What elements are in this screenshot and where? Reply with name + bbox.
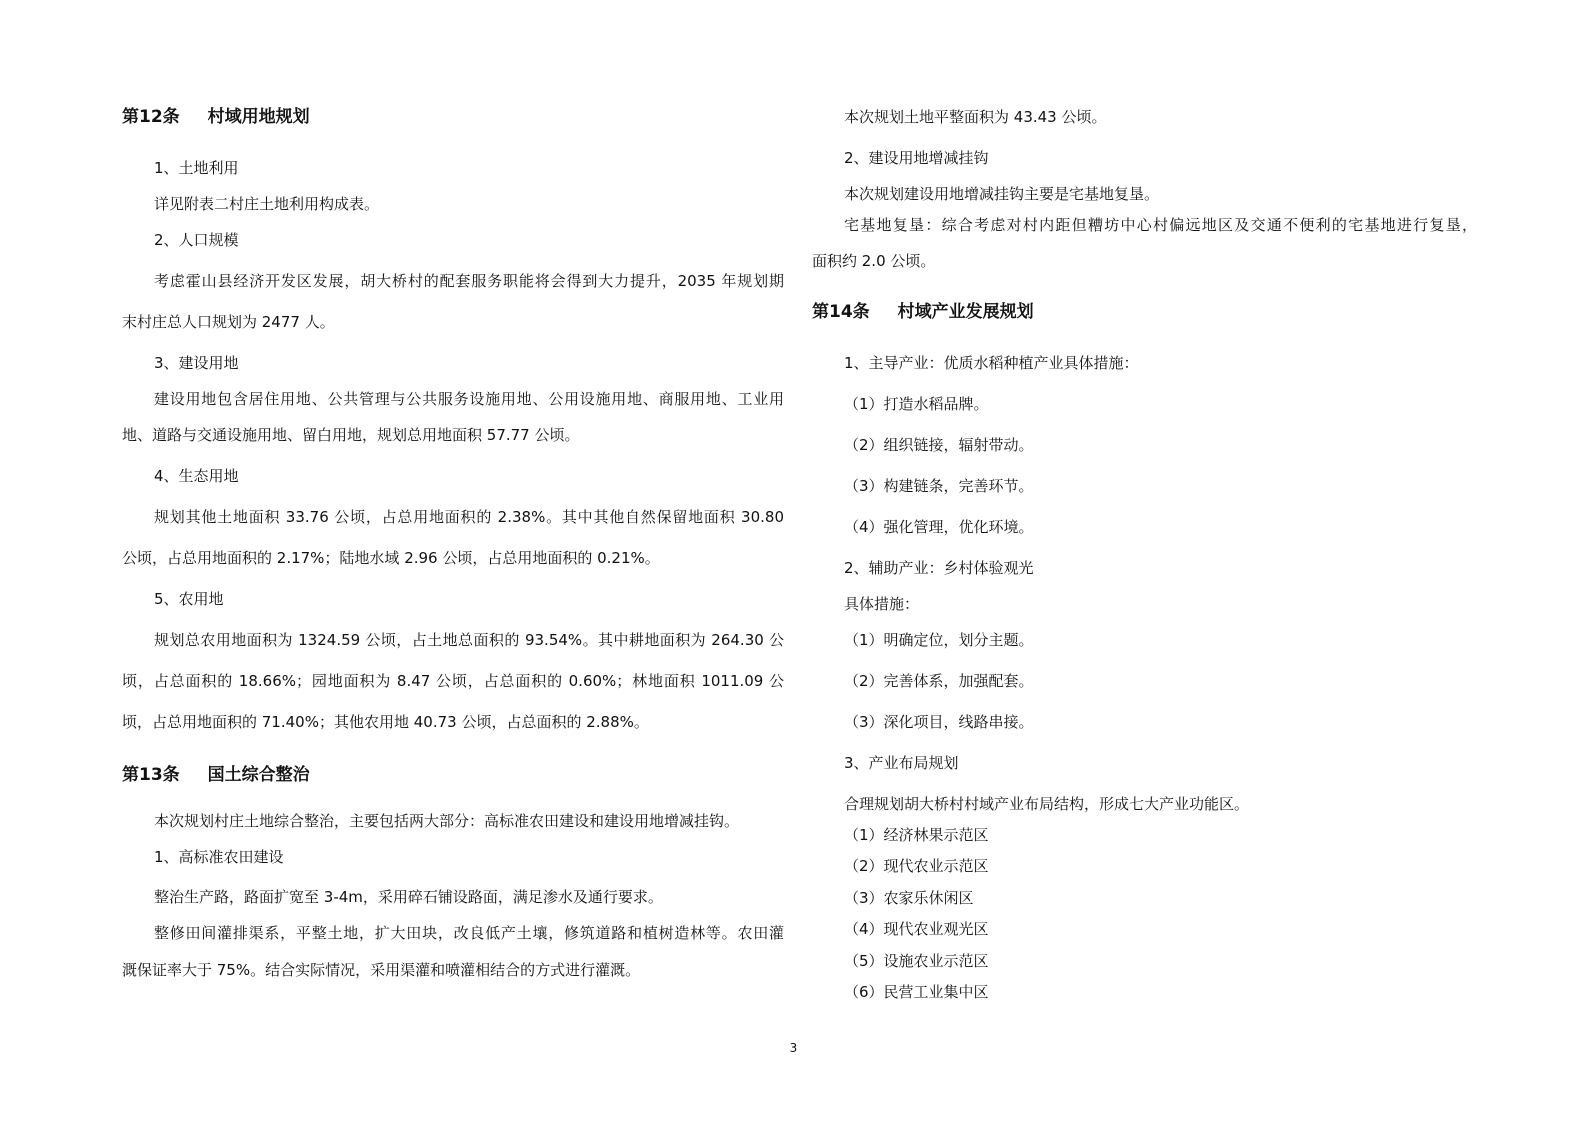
article-title: 村域产业发展规划 bbox=[897, 302, 1034, 322]
subheading-auxiliary-industry: 2、辅助产业：乡村体验观光 bbox=[844, 559, 1034, 577]
list-item: （1）经济林果示范区 bbox=[844, 826, 989, 844]
subheading-ecological-land: 4、生态用地 bbox=[154, 467, 239, 485]
article-number: 第13条 bbox=[122, 765, 180, 785]
heading-article-12 bbox=[122, 106, 310, 128]
paragraph-line: 规划其他土地面积 33.76 公顷，占总用地面积的 2.38%。其中其他自然保留地面积 30.80 bbox=[154, 508, 784, 526]
subheading-land-linkage: 2、建设用地增减挂钩 bbox=[844, 149, 989, 167]
list-item: （2）现代农业示范区 bbox=[844, 857, 989, 875]
paragraph-line: 建设用地包含居住用地、公共管理与公共服务设施用地、公用设施用地、商服用地、工业用 bbox=[154, 390, 784, 408]
paragraph-line: 末村庄总人口规划为 2477 人。 bbox=[122, 313, 335, 331]
paragraph-line: 规划总农用地面积为 1324.59 公顷，占土地总面积的 93.54%。其中耕地面积为 264.30 公 bbox=[154, 631, 784, 649]
paragraph-line: 详见附表二村庄土地利用构成表。 bbox=[154, 195, 380, 213]
article-title: 村域用地规划 bbox=[207, 107, 310, 127]
list-item: （2）组织链接，辐射带动。 bbox=[844, 436, 1034, 454]
list-item: （4）现代农业观光区 bbox=[844, 920, 989, 938]
paragraph-line: 顷，占总面积的 18.66%；园地面积为 8.47 公顷，占总面积的 0.60%；林地面积 1011.09 公 bbox=[122, 672, 784, 690]
subheading-construction-land: 3、建设用地 bbox=[154, 354, 239, 372]
paragraph-line: 本次规划建设用地增减挂钩主要是宅基地复垦。 bbox=[844, 185, 1160, 203]
subheading-industry-layout: 3、产业布局规划 bbox=[844, 754, 959, 772]
list-item: （3）农家乐休闲区 bbox=[844, 889, 974, 907]
page-number: 3 bbox=[789, 1041, 798, 1055]
list-item: （4）强化管理，优化环境。 bbox=[844, 518, 1034, 536]
list-item: （1）打造水稻品牌。 bbox=[844, 395, 989, 413]
list-item: （5）设施农业示范区 bbox=[844, 952, 989, 970]
heading-article-14 bbox=[812, 301, 1034, 323]
paragraph-line: 整治生产路，路面扩宽至 3-4m，采用碎石铺设路面，满足渗水及通行要求。 bbox=[154, 888, 663, 906]
list-item: （2）完善体系，加强配套。 bbox=[844, 672, 1034, 690]
subheading-population: 2、人口规模 bbox=[154, 231, 239, 249]
article-title: 国土综合整治 bbox=[207, 765, 310, 785]
article-number: 第14条 bbox=[812, 302, 870, 322]
paragraph-line: 本次规划村庄土地综合整治，主要包括两大部分：高标准农田建设和建设用地增减挂钩。 bbox=[154, 812, 740, 830]
paragraph-line: 考虑霍山县经济开发区发展，胡大桥村的配套服务职能将会得到大力提升，2035 年规划期 bbox=[154, 272, 784, 290]
paragraph-line: 整修田间灌排渠系，平整土地，扩大田块，改良低产土壤，修筑道路和植树造林等。农田灌 bbox=[154, 924, 784, 942]
paragraph-line: 溉保证率大于 75%。结合实际情况，采用渠灌和喷灌相结合的方式进行灌溉。 bbox=[122, 961, 641, 979]
subheading-land-use: 1、土地利用 bbox=[154, 159, 239, 177]
paragraph-line: 公顷，占总用地面积的 2.17%；陆地水域 2.96 公顷，占总用地面积的 0.21%。 bbox=[122, 549, 660, 567]
paragraph-line: 面积约 2.0 公顷。 bbox=[812, 252, 936, 270]
subheading-farmland: 1、高标准农田建设 bbox=[154, 848, 284, 866]
paragraph-line: 合理规划胡大桥村村域产业布局结构，形成七大产业功能区。 bbox=[844, 795, 1250, 813]
paragraph-line: 具体措施： bbox=[844, 595, 920, 613]
article-number: 第12条 bbox=[122, 107, 180, 127]
list-item: （3）构建链条，完善环节。 bbox=[844, 477, 1034, 495]
list-item: （6）民营工业集中区 bbox=[844, 983, 989, 1001]
subheading-agricultural-land: 5、农用地 bbox=[154, 590, 224, 608]
paragraph-line: 地、道路与交通设施用地、留白用地，规划总用地面积 57.77 公顷。 bbox=[122, 426, 580, 444]
paragraph-line: 顷，占总用地面积的 71.40%；其他农用地 40.73 公顷，占总面积的 2.88%。 bbox=[122, 713, 649, 731]
list-item: （3）深化项目，线路串接。 bbox=[844, 713, 1034, 731]
heading-article-13 bbox=[122, 764, 310, 786]
subheading-leading-industry: 1、主导产业：优质水稻种植产业具体措施： bbox=[844, 354, 1139, 372]
list-item: （1）明确定位，划分主题。 bbox=[844, 631, 1034, 649]
paragraph-line: 本次规划土地平整面积为 43.43 公顷。 bbox=[844, 108, 1107, 126]
paragraph-line: 宅基地复垦：综合考虑对村内距但糟坊中心村偏远地区及交通不便利的宅基地进行复垦， bbox=[844, 216, 1477, 234]
